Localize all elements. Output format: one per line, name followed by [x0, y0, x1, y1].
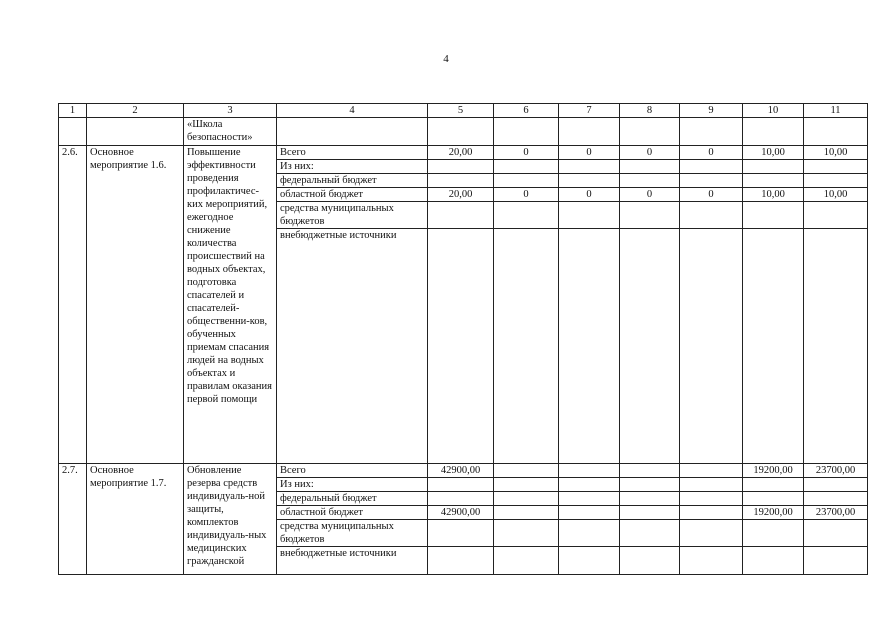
value-cell [680, 492, 743, 506]
value-cell [680, 547, 743, 575]
funding-source-label: федеральный бюджет [277, 174, 428, 188]
header-cell: 1 [59, 104, 87, 118]
value-cell [494, 174, 559, 188]
value-cell [494, 506, 559, 520]
value-cell [620, 174, 680, 188]
value-cell [620, 520, 680, 547]
value-cell [494, 160, 559, 174]
funding-source-label: средства муниципальных бюджетов [277, 520, 428, 547]
funding-source-label: Из них: [277, 478, 428, 492]
value-cell [620, 464, 680, 478]
budget-table [58, 103, 868, 575]
funding-source-label: федеральный бюджет [277, 492, 428, 506]
value-cell: 10,00 [804, 188, 868, 202]
value-cell: 10,00 [743, 188, 804, 202]
value-cell [428, 202, 494, 229]
value-cell [494, 547, 559, 575]
value-cell: 42900,00 [428, 464, 494, 478]
value-cell [620, 160, 680, 174]
continuation-row [59, 118, 868, 146]
funding-source-label: Всего [277, 146, 428, 160]
value-cell [494, 492, 559, 506]
funding-source-label: внебюджетные источники [277, 547, 428, 575]
value-cell [804, 160, 868, 174]
table-row [59, 146, 868, 160]
value-cell [743, 202, 804, 229]
value-cell [804, 202, 868, 229]
header-row [59, 104, 868, 118]
value-cell [804, 520, 868, 547]
row-number: 2.6. [59, 146, 87, 464]
value-cell: 0 [620, 188, 680, 202]
value-cell: 23700,00 [804, 506, 868, 520]
value-cell [559, 478, 620, 492]
header-cell: 3 [184, 104, 277, 118]
value-cell [494, 202, 559, 229]
funding-source-label: областной бюджет [277, 188, 428, 202]
value-cell [428, 478, 494, 492]
value-cell [428, 160, 494, 174]
funding-source-label: Из них: [277, 160, 428, 174]
value-cell [743, 174, 804, 188]
value-cell [620, 547, 680, 575]
value-cell [743, 492, 804, 506]
value-cell [428, 520, 494, 547]
funding-source-label: Всего [277, 464, 428, 478]
value-cell [494, 520, 559, 547]
value-cell [428, 547, 494, 575]
value-cell: 0 [680, 146, 743, 160]
value-cell [680, 464, 743, 478]
value-cell [743, 547, 804, 575]
value-cell [743, 520, 804, 547]
funding-source-label: средства муниципальных бюджетов [277, 202, 428, 229]
value-cell: 20,00 [428, 188, 494, 202]
table-row [59, 464, 868, 478]
value-cell: 0 [680, 188, 743, 202]
value-cell [428, 229, 494, 464]
value-cell: 0 [494, 188, 559, 202]
value-cell [620, 229, 680, 464]
value-cell [680, 229, 743, 464]
continuation-description: «Школа безопасности» [184, 118, 277, 146]
value-cell: 23700,00 [804, 464, 868, 478]
header-cell: 8 [620, 104, 680, 118]
event-name: Основное мероприятие 1.6. [87, 146, 184, 464]
value-cell: 42900,00 [428, 506, 494, 520]
value-cell: 0 [494, 146, 559, 160]
value-cell [559, 492, 620, 506]
header-cell: 6 [494, 104, 559, 118]
header-cell: 4 [277, 104, 428, 118]
value-cell [494, 464, 559, 478]
header-cell: 2 [87, 104, 184, 118]
value-cell [743, 229, 804, 464]
value-cell [559, 520, 620, 547]
value-cell [743, 478, 804, 492]
value-cell: 0 [559, 188, 620, 202]
value-cell [559, 202, 620, 229]
header-cell: 7 [559, 104, 620, 118]
value-cell [620, 492, 680, 506]
value-cell [559, 229, 620, 464]
value-cell [680, 202, 743, 229]
value-cell [559, 174, 620, 188]
value-cell: 0 [620, 146, 680, 160]
header-cell: 10 [743, 104, 804, 118]
value-cell [559, 160, 620, 174]
event-description: Повышение эффективности проведения профилактичес-ких мероприятий, ежегодное снижение количества происшествий на водных объектах, подготовка спасателей и спасателей-общественни-ков, обученных приемам спасания людей на водных объектах и правилам оказания первой помощи [184, 146, 277, 464]
funding-source-label: областной бюджет [277, 506, 428, 520]
value-cell [620, 506, 680, 520]
value-cell [428, 174, 494, 188]
value-cell [680, 506, 743, 520]
value-cell [680, 160, 743, 174]
value-cell [804, 229, 868, 464]
value-cell: 20,00 [428, 146, 494, 160]
row-number: 2.7. [59, 464, 87, 575]
value-cell [680, 520, 743, 547]
header-cell: 11 [804, 104, 868, 118]
event-description: Обновление резерва средств индивидуаль-ной защиты, комплектов индивидуаль-ных медицинских гражданской [184, 464, 277, 575]
value-cell [428, 492, 494, 506]
value-cell [494, 478, 559, 492]
value-cell: 19200,00 [743, 506, 804, 520]
header-cell: 9 [680, 104, 743, 118]
value-cell: 19200,00 [743, 464, 804, 478]
event-name: Основное мероприятие 1.7. [87, 464, 184, 575]
value-cell [804, 478, 868, 492]
value-cell: 10,00 [743, 146, 804, 160]
value-cell [620, 478, 680, 492]
value-cell [680, 174, 743, 188]
value-cell [804, 492, 868, 506]
page-number: 4 [443, 53, 449, 65]
value-cell [743, 160, 804, 174]
value-cell [804, 547, 868, 575]
value-cell: 0 [559, 146, 620, 160]
value-cell: 10,00 [804, 146, 868, 160]
value-cell [620, 202, 680, 229]
value-cell [680, 478, 743, 492]
value-cell [559, 506, 620, 520]
value-cell [494, 229, 559, 464]
value-cell [559, 547, 620, 575]
value-cell [559, 464, 620, 478]
header-cell: 5 [428, 104, 494, 118]
value-cell [804, 174, 868, 188]
funding-source-label: внебюджетные источники [277, 229, 428, 464]
